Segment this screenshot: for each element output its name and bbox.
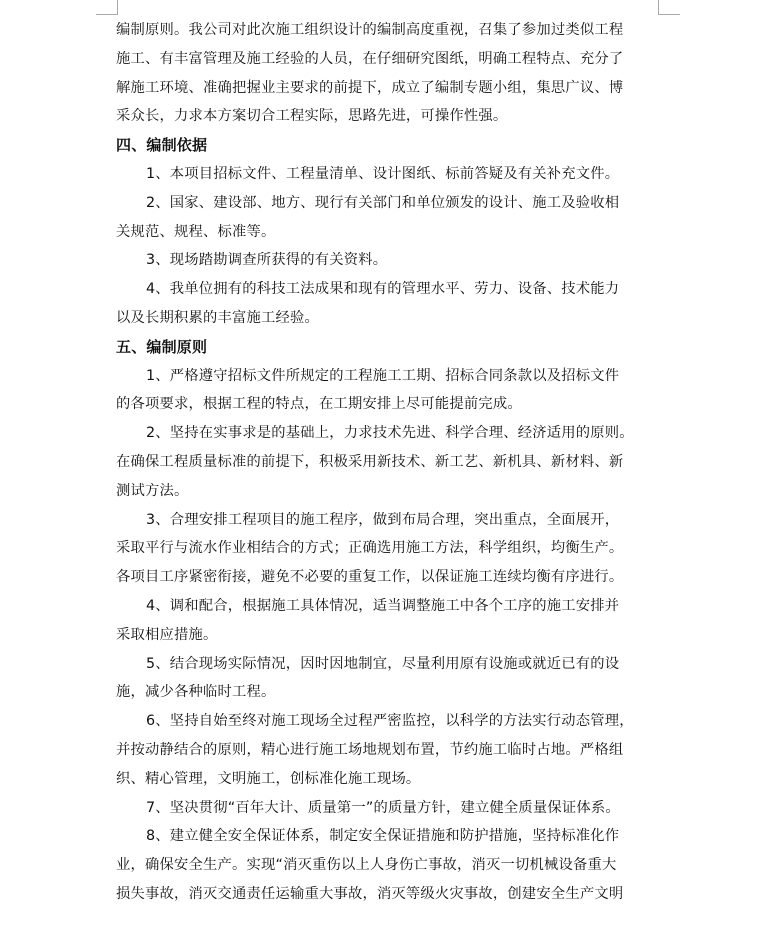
paragraph-line: 采取相应措施。 [116,626,218,643]
paragraph-line: 1、严格遵守招标文件所规定的工程施工工期、招标合同条款以及招标文件 [146,367,620,384]
paragraph-line: 测试方法。 [116,482,189,499]
top-right-margin-mark [658,0,680,15]
paragraph-line: 各项目工序紧密衔接，避免不必要的重复工作，以保证施工连续均衡有序进行。 [116,569,624,586]
paragraph-line: 解施工环境、准确把握业主要求的前提下，成立了编制专题小组，集思广议、博 [116,79,624,96]
paragraph-line: 在确保工程质量标准的前提下，积极采用新技术、新工艺、新机具、新材料、新 [116,453,624,470]
top-left-margin-mark [96,0,118,15]
paragraph-line: 并按动静结合的原则，精心进行施工场地规划布置，节约施工临时占地。严格组 [116,741,624,758]
paragraph-line: 5、结合现场实际情况，因时因地制宜，尽量利用原有设施或就近已有的设 [146,655,620,672]
paragraph-line: 施工、有丰富管理及施工经验的人员，在仔细研究图纸，明确工程特点、充分了 [116,50,624,67]
section-heading: 四、编制依据 [116,136,208,155]
paragraph-line: 7、坚决贯彻“百年大计、质量第一”的质量方针，建立健全质量保证体系。 [146,799,620,816]
paragraph-line: 以及长期积累的丰富施工经验。 [116,309,319,326]
paragraph-line: 4、我单位拥有的科技工法成果和现有的管理水平、劳力、设备、技术能力 [146,281,620,298]
paragraph-line: 业，确保安全生产。实现“消灭重伤以上人身伤亡事故，消灭一切机械设备重大 [116,857,617,874]
paragraph-line: 织、精心管理，文明施工，创标准化施工现场。 [116,770,421,787]
section-heading: 五、编制原则 [116,337,208,356]
paragraph-line: 8、建立健全安全保证体系，制定安全保证措施和防护措施，坚持标准化作 [146,828,620,845]
paragraph-line: 4、调和配合，根据施工具体情况，适当调整施工中各个工序的施工安排并 [146,597,620,614]
paragraph-line: 2、国家、建设部、地方、现行有关部门和单位颁发的设计、施工及验收相 [146,194,620,211]
paragraph-line: 1、本项目招标文件、工程量清单、设计图纸、标前答疑及有关补充文件。 [146,165,620,182]
paragraph-line: 关规范、规程、标准等。 [116,223,276,240]
paragraph-line: 6、坚持自始至终对施工现场全过程严密监控，以科学的方法实行动态管理， [146,713,634,730]
paragraph-line: 采众长，力求本方案切合工程实际，思路先进，可操作性强。 [116,108,508,125]
paragraph-line: 采取平行与流水作业相结合的方式；正确选用施工方法，科学组织，均衡生产。 [116,540,624,557]
paragraph-line: 3、合理安排工程项目的施工程序，做到布局合理，突出重点，全面展开， [146,511,620,528]
paragraph-line: 2、坚持在实事求是的基础上，力求技术先进、科学合理、经济适用的原则。 [146,425,634,442]
paragraph-line: 损失事故，消灭交通责任运输重大事故，消灭等级火灾事故，创建安全生产文明 [116,885,624,902]
paragraph-line: 编制原则。我公司对此次施工组织设计的编制高度重视，召集了参加过类似工程 [116,22,624,38]
paragraph-line: 的各项要求，根据工程的特点，在工期安排上尽可能提前完成。 [116,396,522,413]
document-body [116,16,664,909]
paragraph-line: 3、现场踏勘调查所获得的有关资料。 [146,252,388,269]
paragraph-line: 施，减少各种临时工程。 [116,684,276,701]
